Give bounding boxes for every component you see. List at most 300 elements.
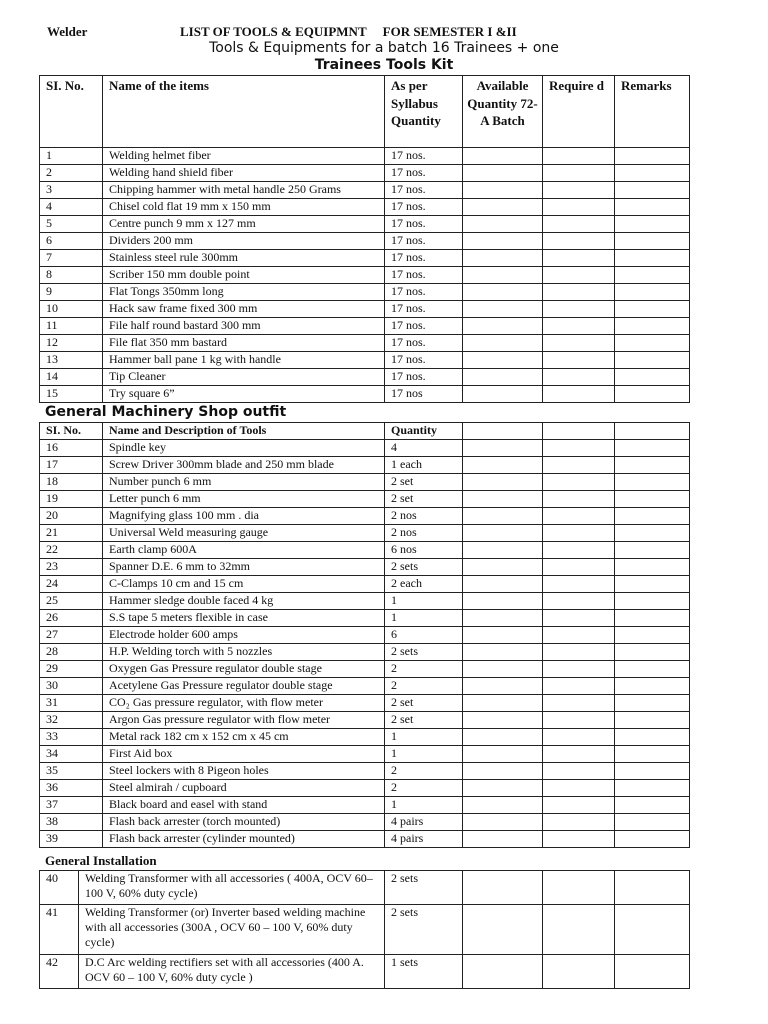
cell-item-name: Centre punch 9 mm x 127 mm	[103, 216, 385, 233]
cell-item-name: Welding helmet fiber	[103, 148, 385, 165]
cell-sl-no: 11	[40, 318, 103, 335]
cell-remarks	[615, 440, 690, 457]
cell-sl-no: 13	[40, 352, 103, 369]
cell-sl-no: 28	[40, 644, 103, 661]
cell-quantity: 2 sets	[385, 644, 463, 661]
cell-required	[543, 233, 615, 250]
cell-available	[463, 250, 543, 267]
cell-available	[463, 199, 543, 216]
cell-remarks	[615, 678, 690, 695]
cell-required	[543, 457, 615, 474]
cell-sl-no: 6	[40, 233, 103, 250]
table-row	[40, 729, 690, 746]
cell-available	[463, 474, 543, 491]
cell-required	[543, 729, 615, 746]
cell-available	[463, 386, 543, 403]
cell-quantity: 1	[385, 610, 463, 627]
cell-required	[543, 301, 615, 318]
cell-required	[543, 593, 615, 610]
cell-remarks	[615, 301, 690, 318]
cell-remarks	[615, 216, 690, 233]
cell-remarks	[615, 267, 690, 284]
cell-item-name: Earth clamp 600A	[103, 542, 385, 559]
cell-available	[463, 457, 543, 474]
cell-quantity: 17 nos	[385, 386, 463, 403]
cell-sl-no: 8	[40, 267, 103, 284]
cell-required	[543, 508, 615, 525]
cell-available	[463, 352, 543, 369]
cell-quantity: 2 sets	[385, 905, 463, 955]
cell-quantity: 17 nos.	[385, 369, 463, 386]
cell-item-name: Electrode holder 600 amps	[103, 627, 385, 644]
cell-quantity: 2 each	[385, 576, 463, 593]
cell-quantity: 17 nos.	[385, 199, 463, 216]
table-row	[40, 661, 690, 678]
cell-sl-no: 40	[40, 871, 79, 905]
cell-required	[543, 165, 615, 182]
cell-required	[543, 559, 615, 576]
cell-remarks	[615, 797, 690, 814]
cell-sl-no: 16	[40, 440, 103, 457]
cell-remarks	[615, 695, 690, 712]
cell-required	[543, 474, 615, 491]
cell-required	[543, 797, 615, 814]
cell-remarks	[615, 871, 690, 905]
cell-quantity: 4	[385, 440, 463, 457]
cell-quantity: 2	[385, 678, 463, 695]
cell-available	[463, 661, 543, 678]
machinery-table-body	[40, 440, 690, 848]
cell-quantity: 17 nos.	[385, 148, 463, 165]
cell-available	[463, 525, 543, 542]
kit-table-body	[40, 148, 690, 403]
cell-remarks	[615, 474, 690, 491]
col-header-item-name: Name of the items	[103, 76, 385, 148]
cell-item-name: C-Clamps 10 cm and 15 cm	[103, 576, 385, 593]
cell-quantity: 1 sets	[385, 955, 463, 989]
table-row	[40, 763, 690, 780]
table-row	[40, 352, 690, 369]
table-row	[40, 678, 690, 695]
cell-item-name: Flat Tongs 350mm long	[103, 284, 385, 301]
cell-available	[463, 267, 543, 284]
table-row	[40, 610, 690, 627]
cell-sl-no: 23	[40, 559, 103, 576]
cell-item-name: Hack saw frame fixed 300 mm	[103, 301, 385, 318]
cell-remarks	[615, 284, 690, 301]
cell-quantity: 6	[385, 627, 463, 644]
cell-remarks	[615, 233, 690, 250]
cell-required	[543, 199, 615, 216]
cell-item-name: Welding Transformer with all accessories ( 400A, OCV 60–100 V, 60% duty cycle)	[79, 871, 385, 905]
cell-required	[543, 814, 615, 831]
cell-sl-no: 33	[40, 729, 103, 746]
cell-remarks	[615, 369, 690, 386]
cell-available	[463, 610, 543, 627]
cell-item-name: Spanner D.E. 6 mm to 32mm	[103, 559, 385, 576]
cell-sl-no: 2	[40, 165, 103, 182]
cell-available	[463, 182, 543, 199]
cell-quantity: 17 nos.	[385, 284, 463, 301]
cell-quantity: 4 pairs	[385, 831, 463, 848]
cell-remarks	[615, 559, 690, 576]
col-header-blank-1	[463, 423, 543, 440]
table-row	[40, 746, 690, 763]
cell-sl-no: 39	[40, 831, 103, 848]
cell-item-name: File half round bastard 300 mm	[103, 318, 385, 335]
cell-available	[463, 284, 543, 301]
cell-required	[543, 746, 615, 763]
cell-remarks	[615, 148, 690, 165]
cell-item-name: Chisel cold flat 19 mm x 150 mm	[103, 199, 385, 216]
cell-remarks	[615, 627, 690, 644]
cell-quantity: 17 nos.	[385, 182, 463, 199]
cell-available	[463, 593, 543, 610]
cell-required	[543, 440, 615, 457]
cell-remarks	[615, 780, 690, 797]
cell-item-name: Argon Gas pressure regulator with flow meter	[103, 712, 385, 729]
document-subtitle: Tools & Equipments for a batch 16 Trainees + one	[209, 40, 559, 56]
cell-remarks	[615, 318, 690, 335]
cell-sl-no: 14	[40, 369, 103, 386]
cell-quantity: 1	[385, 746, 463, 763]
cell-required	[543, 250, 615, 267]
cell-required	[543, 831, 615, 848]
cell-quantity: 2 sets	[385, 871, 463, 905]
cell-sl-no: 32	[40, 712, 103, 729]
cell-item-name: Scriber 150 mm double point	[103, 267, 385, 284]
cell-sl-no: 42	[40, 955, 79, 989]
cell-quantity: 17 nos.	[385, 165, 463, 182]
cell-remarks	[615, 335, 690, 352]
cell-remarks	[615, 729, 690, 746]
table-row	[40, 576, 690, 593]
table-row	[40, 148, 690, 165]
kit-section-title: Trainees Tools Kit	[314, 57, 454, 73]
table-row	[40, 318, 690, 335]
cell-available	[463, 763, 543, 780]
cell-remarks	[615, 712, 690, 729]
cell-required	[543, 335, 615, 352]
table-row	[40, 369, 690, 386]
cell-sl-no: 34	[40, 746, 103, 763]
cell-required	[543, 695, 615, 712]
cell-available	[463, 746, 543, 763]
col-header-quantity: Quantity	[385, 423, 463, 440]
cell-required	[543, 267, 615, 284]
table-row	[40, 593, 690, 610]
cell-item-name: Flash back arrester (cylinder mounted)	[103, 831, 385, 848]
cell-remarks	[615, 491, 690, 508]
cell-item-name: Chipping hammer with metal handle 250 Grams	[103, 182, 385, 199]
cell-sl-no: 26	[40, 610, 103, 627]
cell-quantity: 17 nos.	[385, 335, 463, 352]
cell-remarks	[615, 352, 690, 369]
cell-quantity: 2	[385, 763, 463, 780]
cell-remarks	[615, 661, 690, 678]
cell-required	[543, 661, 615, 678]
installation-table-body	[40, 871, 690, 989]
cell-available	[463, 797, 543, 814]
cell-available	[463, 780, 543, 797]
table-row	[40, 905, 690, 955]
table-row	[40, 712, 690, 729]
cell-remarks	[615, 644, 690, 661]
machinery-shop-table	[39, 422, 690, 848]
cell-quantity: 1	[385, 593, 463, 610]
cell-required	[543, 216, 615, 233]
cell-required	[543, 182, 615, 199]
col-header-blank-3	[615, 423, 690, 440]
table-row	[40, 542, 690, 559]
cell-sl-no: 31	[40, 695, 103, 712]
cell-remarks	[615, 250, 690, 267]
cell-sl-no: 18	[40, 474, 103, 491]
cell-quantity: 17 nos.	[385, 352, 463, 369]
cell-available	[463, 627, 543, 644]
cell-quantity: 1 each	[385, 457, 463, 474]
table-row	[40, 797, 690, 814]
table-row	[40, 182, 690, 199]
table-row	[40, 335, 690, 352]
cell-item-name: D.C Arc welding rectifiers set with all accessories (400 A. OCV 60 – 100 V, 60% duty cycle )	[79, 955, 385, 989]
cell-required	[543, 386, 615, 403]
cell-item-name: First Aid box	[103, 746, 385, 763]
cell-available	[463, 814, 543, 831]
cell-required	[543, 318, 615, 335]
trade-label: Welder	[47, 24, 88, 39]
cell-available	[463, 148, 543, 165]
cell-remarks	[615, 576, 690, 593]
trainees-tools-kit-table	[39, 75, 690, 403]
table-row	[40, 508, 690, 525]
cell-remarks	[615, 199, 690, 216]
cell-remarks	[615, 182, 690, 199]
cell-item-name: Acetylene Gas Pressure regulator double stage	[103, 678, 385, 695]
cell-remarks	[615, 386, 690, 403]
cell-item-name: Screw Driver 300mm blade and 250 mm blade	[103, 457, 385, 474]
table-row	[40, 386, 690, 403]
col-header-remarks: Remarks	[615, 76, 690, 148]
cell-required	[543, 871, 615, 905]
cell-required	[543, 369, 615, 386]
cell-sl-no: 3	[40, 182, 103, 199]
cell-available	[463, 369, 543, 386]
cell-available	[463, 678, 543, 695]
cell-quantity: 2 set	[385, 695, 463, 712]
cell-sl-no: 17	[40, 457, 103, 474]
cell-quantity: 2 set	[385, 474, 463, 491]
cell-sl-no: 15	[40, 386, 103, 403]
cell-sl-no: 24	[40, 576, 103, 593]
cell-sl-no: 29	[40, 661, 103, 678]
cell-item-name: Welding hand shield fiber	[103, 165, 385, 182]
document-title: LIST OF TOOLS & EQUIPMNT FOR SEMESTER I &II	[180, 24, 517, 39]
cell-sl-no: 36	[40, 780, 103, 797]
cell-available	[463, 335, 543, 352]
cell-sl-no: 7	[40, 250, 103, 267]
cell-remarks	[615, 610, 690, 627]
cell-item-name: Magnifying glass 100 mm . dia	[103, 508, 385, 525]
cell-required	[543, 905, 615, 955]
cell-required	[543, 542, 615, 559]
cell-remarks	[615, 905, 690, 955]
col-header-syllabus-qty: As per Syllabus Quantity	[385, 76, 463, 148]
col-header-required: Require d	[543, 76, 615, 148]
cell-item-name: Universal Weld measuring gauge	[103, 525, 385, 542]
table-row	[40, 695, 690, 712]
cell-quantity: 2	[385, 780, 463, 797]
table-row	[40, 831, 690, 848]
table-row	[40, 301, 690, 318]
cell-item-name: Black board and easel with stand	[103, 797, 385, 814]
cell-available	[463, 576, 543, 593]
cell-quantity: 2	[385, 661, 463, 678]
cell-sl-no: 37	[40, 797, 103, 814]
cell-available	[463, 233, 543, 250]
cell-remarks	[615, 457, 690, 474]
cell-remarks	[615, 542, 690, 559]
cell-available	[463, 440, 543, 457]
cell-sl-no: 9	[40, 284, 103, 301]
cell-item-name: Hammer sledge double faced 4 kg	[103, 593, 385, 610]
table-row	[40, 871, 690, 905]
cell-remarks	[615, 525, 690, 542]
cell-required	[543, 284, 615, 301]
cell-required	[543, 491, 615, 508]
installation-section-title: General Installation	[45, 853, 157, 868]
cell-quantity: 2 sets	[385, 559, 463, 576]
table-row	[40, 955, 690, 989]
cell-required	[543, 780, 615, 797]
cell-available	[463, 301, 543, 318]
table-row	[40, 814, 690, 831]
cell-required	[543, 712, 615, 729]
cell-sl-no: 38	[40, 814, 103, 831]
cell-sl-no: 5	[40, 216, 103, 233]
cell-available	[463, 216, 543, 233]
cell-available	[463, 318, 543, 335]
cell-required	[543, 352, 615, 369]
cell-item-name: Letter punch 6 mm	[103, 491, 385, 508]
cell-sl-no: 12	[40, 335, 103, 352]
cell-sl-no: 27	[40, 627, 103, 644]
cell-item-name: CO₂ Gas pressure regulator, with flow meter	[103, 695, 385, 712]
table-row	[40, 267, 690, 284]
machinery-section-title: General Machinery Shop outfit	[45, 404, 287, 420]
table-row	[40, 199, 690, 216]
cell-quantity: 6 nos	[385, 542, 463, 559]
col-header-sl-no: SI. No.	[40, 76, 103, 148]
cell-available	[463, 712, 543, 729]
cell-quantity: 17 nos.	[385, 301, 463, 318]
cell-available	[463, 871, 543, 905]
cell-quantity: 2 set	[385, 712, 463, 729]
cell-item-name: Dividers 200 mm	[103, 233, 385, 250]
cell-quantity: 2 nos	[385, 525, 463, 542]
cell-item-name: Steel almirah / cupboard	[103, 780, 385, 797]
cell-required	[543, 148, 615, 165]
cell-remarks	[615, 763, 690, 780]
cell-available	[463, 955, 543, 989]
cell-item-name: H.P. Welding torch with 5 nozzles	[103, 644, 385, 661]
col-header-blank-2	[543, 423, 615, 440]
cell-available	[463, 165, 543, 182]
table-row	[40, 233, 690, 250]
cell-required	[543, 644, 615, 661]
cell-required	[543, 627, 615, 644]
cell-quantity: 1	[385, 797, 463, 814]
cell-sl-no: 30	[40, 678, 103, 695]
cell-item-name: Stainless steel rule 300mm	[103, 250, 385, 267]
cell-item-name: Flash back arrester (torch mounted)	[103, 814, 385, 831]
cell-item-name: Steel lockers with 8 Pigeon holes	[103, 763, 385, 780]
cell-available	[463, 695, 543, 712]
cell-sl-no: 22	[40, 542, 103, 559]
cell-available	[463, 508, 543, 525]
cell-remarks	[615, 165, 690, 182]
cell-quantity: 2 set	[385, 491, 463, 508]
cell-remarks	[615, 593, 690, 610]
col-header-sl-no: SI. No.	[40, 423, 103, 440]
table-row	[40, 457, 690, 474]
cell-quantity: 17 nos.	[385, 267, 463, 284]
cell-item-name: Try square 6”	[103, 386, 385, 403]
table-row	[40, 627, 690, 644]
table-row	[40, 216, 690, 233]
cell-item-name: Spindle key	[103, 440, 385, 457]
table-row	[40, 284, 690, 301]
cell-sl-no: 35	[40, 763, 103, 780]
cell-sl-no: 20	[40, 508, 103, 525]
cell-sl-no: 25	[40, 593, 103, 610]
table-row	[40, 474, 690, 491]
col-header-tool-description: Name and Description of Tools	[103, 423, 385, 440]
cell-remarks	[615, 508, 690, 525]
cell-available	[463, 905, 543, 955]
cell-quantity: 17 nos.	[385, 250, 463, 267]
cell-sl-no: 10	[40, 301, 103, 318]
cell-required	[543, 576, 615, 593]
cell-item-name: Oxygen Gas Pressure regulator double stage	[103, 661, 385, 678]
cell-remarks	[615, 814, 690, 831]
col-header-available-qty: Available Quantity 72-A Batch	[463, 76, 543, 148]
cell-available	[463, 729, 543, 746]
cell-required	[543, 763, 615, 780]
cell-quantity: 2 nos	[385, 508, 463, 525]
cell-available	[463, 559, 543, 576]
cell-item-name: Tip Cleaner	[103, 369, 385, 386]
cell-quantity: 1	[385, 729, 463, 746]
cell-item-name: File flat 350 mm bastard	[103, 335, 385, 352]
cell-sl-no: 41	[40, 905, 79, 955]
cell-required	[543, 678, 615, 695]
cell-quantity: 17 nos.	[385, 216, 463, 233]
cell-required	[543, 525, 615, 542]
cell-available	[463, 831, 543, 848]
cell-available	[463, 542, 543, 559]
cell-item-name: Welding Transformer (or) Inverter based welding machine with all accessories (300A , OCV 60 – 100 V, 60% duty cycle)	[79, 905, 385, 955]
cell-required	[543, 610, 615, 627]
cell-available	[463, 491, 543, 508]
cell-quantity: 17 nos.	[385, 233, 463, 250]
cell-required	[543, 955, 615, 989]
cell-item-name: S.S tape 5 meters flexible in case	[103, 610, 385, 627]
cell-available	[463, 644, 543, 661]
cell-sl-no: 1	[40, 148, 103, 165]
table-row	[40, 491, 690, 508]
cell-remarks	[615, 746, 690, 763]
